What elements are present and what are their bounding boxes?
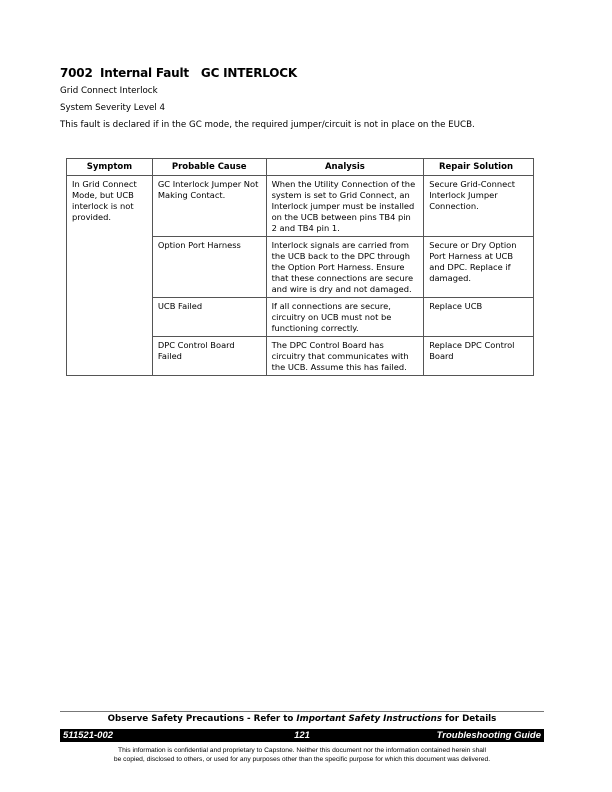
safety-notice-suffix: for Details	[442, 714, 497, 724]
troubleshooting-table	[66, 158, 534, 376]
table-header-row	[67, 159, 534, 176]
table-row	[67, 176, 534, 237]
guide-title: Troubleshooting Guide	[436, 730, 541, 741]
footer-divider	[60, 711, 544, 712]
cause-cell: UCB Failed	[152, 298, 266, 337]
confidentiality-notice	[60, 747, 544, 764]
confidentiality-line: This information is confidential and proprietary to Capstone. Neither this document nor the information contained herein shall	[117, 747, 486, 754]
safety-notice	[60, 714, 544, 724]
solution-cell: Replace UCB	[424, 298, 534, 337]
solution-cell: Secure Grid-Connect Interlock Jumper Connection.	[424, 176, 534, 237]
section-heading	[60, 66, 297, 80]
fault-name: Internal Fault	[100, 66, 189, 80]
cause-cell: DPC Control Board Failed	[152, 337, 266, 376]
analysis-cell: When the Utility Connection of the system is set to Grid Connect, an Interlock jumper must be installed on the UCB between pins TB4 pin 2 and TB4 pin 1.	[266, 176, 424, 237]
analysis-cell: If all connections are secure, circuitry on UCB must not be functioning correctly.	[266, 298, 424, 337]
header-repair-solution: Repair Solution	[424, 159, 534, 176]
severity-level: System Severity Level 4	[60, 103, 166, 113]
symptom-cell: In Grid Connect Mode, but UCB interlock is not provided.	[67, 176, 153, 376]
cause-cell: GC Interlock Jumper Not Making Contact.	[152, 176, 266, 237]
header-probable-cause: Probable Cause	[152, 159, 266, 176]
header-analysis: Analysis	[266, 159, 424, 176]
document-number: 511521-002	[63, 730, 114, 741]
fault-type: GC INTERLOCK	[200, 66, 298, 80]
fault-code: 7002	[60, 66, 93, 80]
cause-cell: Option Port Harness	[152, 237, 266, 298]
fault-description: This fault is declared if in the GC mode, the required jumper/circuit is not in place on the EUCB.	[60, 120, 475, 130]
solution-cell: Secure or Dry Option Port Harness at UCB and DPC. Replace if damaged.	[424, 237, 534, 298]
safety-notice-reference: Important Safety Instructions	[296, 714, 442, 724]
page-number: 121	[294, 730, 310, 741]
footer-bar	[60, 729, 544, 742]
safety-notice-prefix: Observe Safety Precautions - Refer to	[107, 714, 297, 724]
analysis-cell: Interlock signals are carried from the UCB back to the DPC through the Option Port Harness. Ensure that these connections are secure and wire is dry and not damaged.	[266, 237, 424, 298]
fault-subtitle: Grid Connect Interlock	[60, 86, 158, 96]
solution-cell: Replace DPC Control Board	[424, 337, 534, 376]
header-symptom: Symptom	[67, 159, 153, 176]
analysis-cell: The DPC Control Board has circuitry that communicates with the UCB. Assume this has failed.	[266, 337, 424, 376]
confidentiality-line: be copied, disclosed to others, or used for any purposes other than the specific purpose for which this document was delivered.	[113, 755, 491, 763]
